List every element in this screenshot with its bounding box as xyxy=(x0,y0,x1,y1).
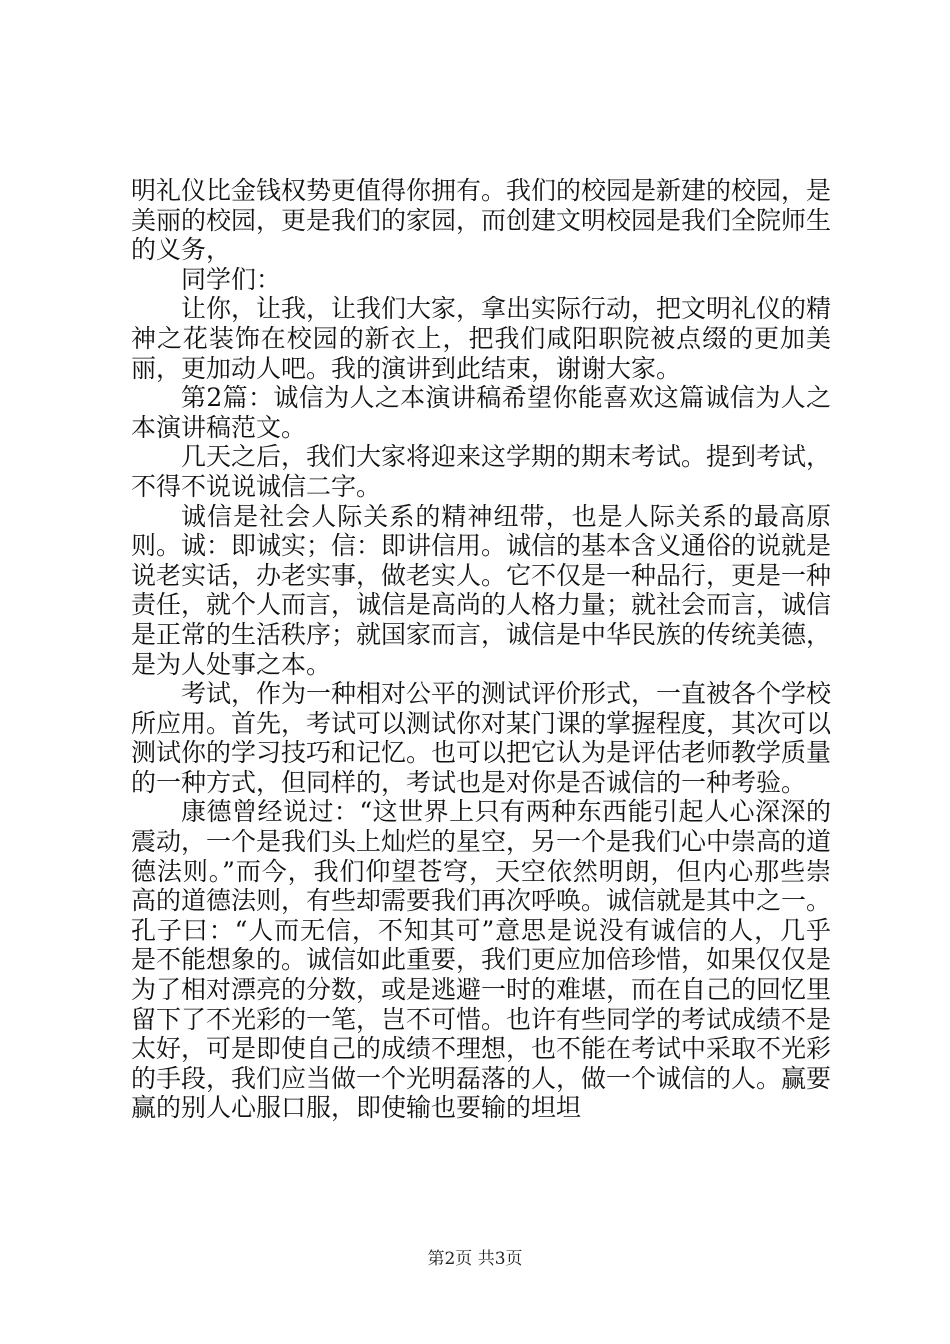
page-footer: 第2页 共3页 xyxy=(427,1249,523,1269)
paragraph-8: 康德曾经说过：“这世界上只有两种东西能引起人心深深的震动，一个是我们头上灿烂的星空，另一个是我们心中崇高的道德法则。”而今，我们仰望苍穹，天空依然明朗，但内心那些崇高的道德法则，有些却需要我们再次呼唤。诚信就是其中之一。孔子曰：“人而无信，不知其可”意思是说没有诚信的人，几乎是不能想象的。诚信如此重要，我们更应加倍珍惜，如果仅仅是为了相对漂亮的分数，或是逃避一时的难堪，而在自己的回忆里留下了不光彩的一笔，岂不可惜。也许有些同学的考试成绩不是太好，可是即使自己的成绩不理想，也不能在考试中采取不光彩的手段，我们应当做一个光明磊落的人，做一个诚信的人。赢要赢的别人心服口服，即使输也要输的坦坦 xyxy=(131,797,832,1123)
paragraph-5: 几天之后，我们大家将迎来这学期的期末考试。提到考试，不得不说说诚信二字。 xyxy=(131,442,832,501)
paragraph-2: 同学们： xyxy=(181,264,282,294)
paragraph-4: 第2篇：诚信为人之本演讲稿希望你能喜欢这篇诚信为人之本演讲稿范文。 xyxy=(131,383,831,442)
document-body xyxy=(131,176,831,1123)
paragraph-6: 诚信是社会人际关系的精神纽带，也是人际关系的最高原则。诚：即诚实；信：即讲信用。诚信的基本含义通俗的说就是说老实话，办老实事，做老实人。它不仅是一种品行，更是一种责任，就个人而言，诚信是高尚的人格力量；就社会而言，诚信是正常的生活秩序；就国家而言，诚信是中华民族的传统美德，是为人处事之本。 xyxy=(131,501,832,679)
paragraph-7: 考试，作为一种相对公平的测试评价形式，一直被各个学校所应用。首先，考试可以测试你对某门课的掌握程度，其次可以测试你的学习技巧和记忆。也可以把它认为是评估老师教学质量的一种方式，但同样的，考试也是对你是否诚信的一种考验。 xyxy=(131,679,832,797)
paragraph-1: 明礼仪比金钱权势更值得你拥有。我们的校园是新建的校园，是美丽的校园，更是我们的家园，而创建文明校园是我们全院师生的义务， xyxy=(131,176,832,265)
paragraph-3: 让你，让我，让我们大家，拿出实际行动，把文明礼仪的精神之花装饰在校园的新衣上，把我们咸阳职院被点缀的更加美丽，更加动人吧。我的演讲到此结束，谢谢大家。 xyxy=(131,294,832,383)
